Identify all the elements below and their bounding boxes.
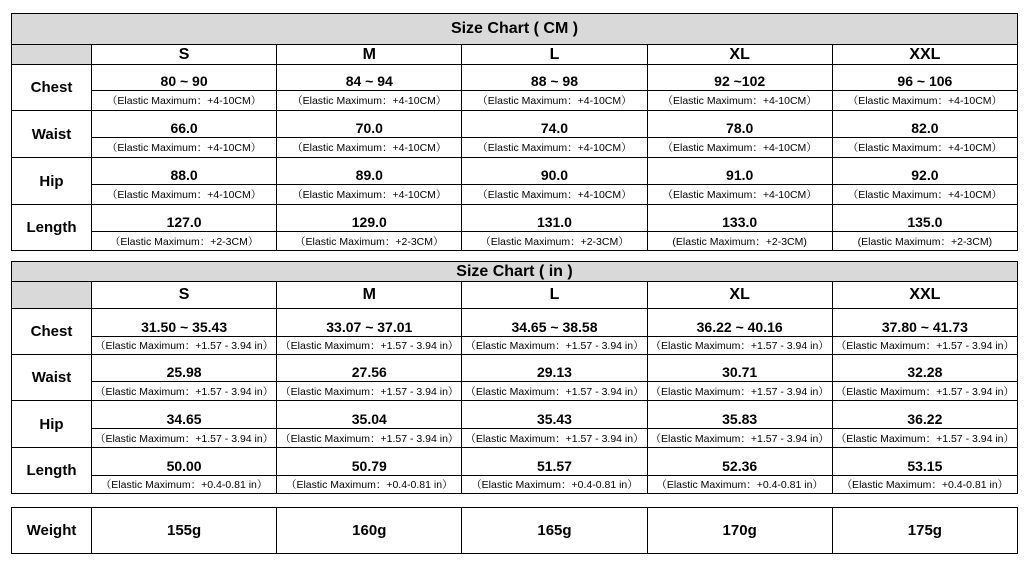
cm-row-label-chest: Chest [12, 65, 92, 111]
cm-size-header: M [277, 45, 462, 65]
cm-value: 70.0 [277, 111, 462, 138]
cm-elastic-note: （Elastic Maximum：+4-10CM） [92, 185, 277, 205]
in-row-label-hip: Hip [12, 401, 92, 448]
in-elastic-note: （Elastic Maximum：+1.57 - 3.94 in） [647, 382, 832, 401]
in-value: 53.15 [832, 448, 1017, 476]
in-size-header: S [92, 282, 277, 309]
cm-elastic-note: （Elastic Maximum：+4-10CM） [462, 138, 647, 158]
in-row-label-length: Length [12, 448, 92, 494]
in-elastic-note: （Elastic Maximum：+1.57 - 3.94 in） [462, 337, 647, 355]
in-elastic-note: （Elastic Maximum：+1.57 - 3.94 in） [92, 382, 277, 401]
cm-elastic-note: （Elastic Maximum：+2-3CM） [462, 232, 647, 251]
cm-elastic-note: （Elastic Maximum：+4-10CM） [647, 138, 832, 158]
in-value: 50.00 [92, 448, 277, 476]
in-elastic-note: （Elastic Maximum：+1.57 - 3.94 in） [462, 382, 647, 401]
in-elastic-note: （Elastic Maximum：+0.4-0.81 in） [832, 476, 1017, 494]
in-value: 34.65 [92, 401, 277, 429]
in-elastic-note: （Elastic Maximum：+1.57 - 3.94 in） [647, 337, 832, 355]
cm-value: 88 ~ 98 [462, 65, 647, 91]
in-value: 50.79 [277, 448, 462, 476]
cm-value: 84 ~ 94 [277, 65, 462, 91]
in-size-header: L [462, 282, 647, 309]
cm-value: 92 ~102 [647, 65, 832, 91]
cm-value: 91.0 [647, 158, 832, 185]
in-value: 32.28 [832, 355, 1017, 382]
in-size-header: XL [647, 282, 832, 309]
cm-row-label-length: Length [12, 205, 92, 251]
cm-elastic-note: （Elastic Maximum：+4-10CM） [647, 185, 832, 205]
size-chart-in [11, 261, 1018, 494]
cm-elastic-note: （Elastic Maximum：+4-10CM） [832, 185, 1017, 205]
cm-chart-title: Size Chart ( CM ) [12, 14, 1018, 45]
in-value: 33.07 ~ 37.01 [277, 309, 462, 337]
weight-value: 160g [277, 508, 462, 554]
weight-table [11, 507, 1018, 554]
weight-value: 155g [92, 508, 277, 554]
cm-elastic-note: (Elastic Maximum：+2-3CM) [832, 232, 1017, 251]
in-value: 29.13 [462, 355, 647, 382]
in-value: 34.65 ~ 38.58 [462, 309, 647, 337]
cm-row-label-waist: Waist [12, 111, 92, 158]
cm-elastic-note: （Elastic Maximum：+2-3CM） [92, 232, 277, 251]
in-elastic-note: （Elastic Maximum：+1.57 - 3.94 in） [277, 382, 462, 401]
cm-corner-cell [12, 45, 92, 65]
cm-elastic-note: （Elastic Maximum：+4-10CM） [462, 185, 647, 205]
weight-label: Weight [12, 508, 92, 554]
in-elastic-note: （Elastic Maximum：+0.4-0.81 in） [647, 476, 832, 494]
cm-row-label-hip: Hip [12, 158, 92, 205]
cm-size-header: XXL [832, 45, 1017, 65]
in-elastic-note: （Elastic Maximum：+0.4-0.81 in） [462, 476, 647, 494]
cm-elastic-note: （Elastic Maximum：+4-10CM） [647, 91, 832, 111]
cm-elastic-note: （Elastic Maximum：+4-10CM） [277, 138, 462, 158]
in-value: 35.43 [462, 401, 647, 429]
in-value: 52.36 [647, 448, 832, 476]
in-elastic-note: （Elastic Maximum：+1.57 - 3.94 in） [832, 382, 1017, 401]
cm-value: 90.0 [462, 158, 647, 185]
cm-elastic-note: （Elastic Maximum：+4-10CM） [277, 185, 462, 205]
cm-value: 80 ~ 90 [92, 65, 277, 91]
cm-value: 89.0 [277, 158, 462, 185]
cm-value: 135.0 [832, 205, 1017, 232]
weight-value: 175g [832, 508, 1017, 554]
cm-size-header: L [462, 45, 647, 65]
cm-value: 127.0 [92, 205, 277, 232]
in-size-header: M [277, 282, 462, 309]
in-chart-title: Size Chart ( in ) [12, 262, 1018, 282]
in-value: 30.71 [647, 355, 832, 382]
cm-value: 74.0 [462, 111, 647, 138]
cm-elastic-note: （Elastic Maximum：+4-10CM） [92, 91, 277, 111]
cm-size-header: S [92, 45, 277, 65]
cm-elastic-note: （Elastic Maximum：+2-3CM） [277, 232, 462, 251]
cm-elastic-note: (Elastic Maximum：+2-3CM) [647, 232, 832, 251]
in-value: 36.22 ~ 40.16 [647, 309, 832, 337]
cm-value: 78.0 [647, 111, 832, 138]
weight-value: 170g [647, 508, 832, 554]
cm-value: 129.0 [277, 205, 462, 232]
cm-value: 88.0 [92, 158, 277, 185]
cm-value: 82.0 [832, 111, 1017, 138]
cm-value: 96 ~ 106 [832, 65, 1017, 91]
in-elastic-note: （Elastic Maximum：+1.57 - 3.94 in） [92, 337, 277, 355]
cm-elastic-note: （Elastic Maximum：+4-10CM） [832, 91, 1017, 111]
in-elastic-note: （Elastic Maximum：+1.57 - 3.94 in） [92, 429, 277, 448]
in-value: 35.83 [647, 401, 832, 429]
in-elastic-note: （Elastic Maximum：+1.57 - 3.94 in） [277, 337, 462, 355]
in-elastic-note: （Elastic Maximum：+1.57 - 3.94 in） [462, 429, 647, 448]
in-elastic-note: （Elastic Maximum：+1.57 - 3.94 in） [832, 429, 1017, 448]
in-value: 37.80 ~ 41.73 [832, 309, 1017, 337]
cm-value: 66.0 [92, 111, 277, 138]
in-value: 35.04 [277, 401, 462, 429]
cm-elastic-note: （Elastic Maximum：+4-10CM） [92, 138, 277, 158]
in-value: 51.57 [462, 448, 647, 476]
cm-value: 133.0 [647, 205, 832, 232]
in-elastic-note: （Elastic Maximum：+0.4-0.81 in） [277, 476, 462, 494]
in-size-header: XXL [832, 282, 1017, 309]
in-row-label-chest: Chest [12, 309, 92, 355]
in-elastic-note: （Elastic Maximum：+1.57 - 3.94 in） [832, 337, 1017, 355]
cm-value: 131.0 [462, 205, 647, 232]
in-value: 27.56 [277, 355, 462, 382]
size-chart-cm [11, 13, 1018, 251]
cm-value: 92.0 [832, 158, 1017, 185]
cm-elastic-note: （Elastic Maximum：+4-10CM） [277, 91, 462, 111]
in-value: 25.98 [92, 355, 277, 382]
in-elastic-note: （Elastic Maximum：+1.57 - 3.94 in） [277, 429, 462, 448]
weight-value: 165g [462, 508, 647, 554]
in-row-label-waist: Waist [12, 355, 92, 401]
cm-elastic-note: （Elastic Maximum：+4-10CM） [462, 91, 647, 111]
in-value: 31.50 ~ 35.43 [92, 309, 277, 337]
cm-size-header: XL [647, 45, 832, 65]
in-corner-cell [12, 282, 92, 309]
cm-elastic-note: （Elastic Maximum：+4-10CM） [832, 138, 1017, 158]
in-elastic-note: （Elastic Maximum：+0.4-0.81 in） [92, 476, 277, 494]
in-elastic-note: （Elastic Maximum：+1.57 - 3.94 in） [647, 429, 832, 448]
in-value: 36.22 [832, 401, 1017, 429]
